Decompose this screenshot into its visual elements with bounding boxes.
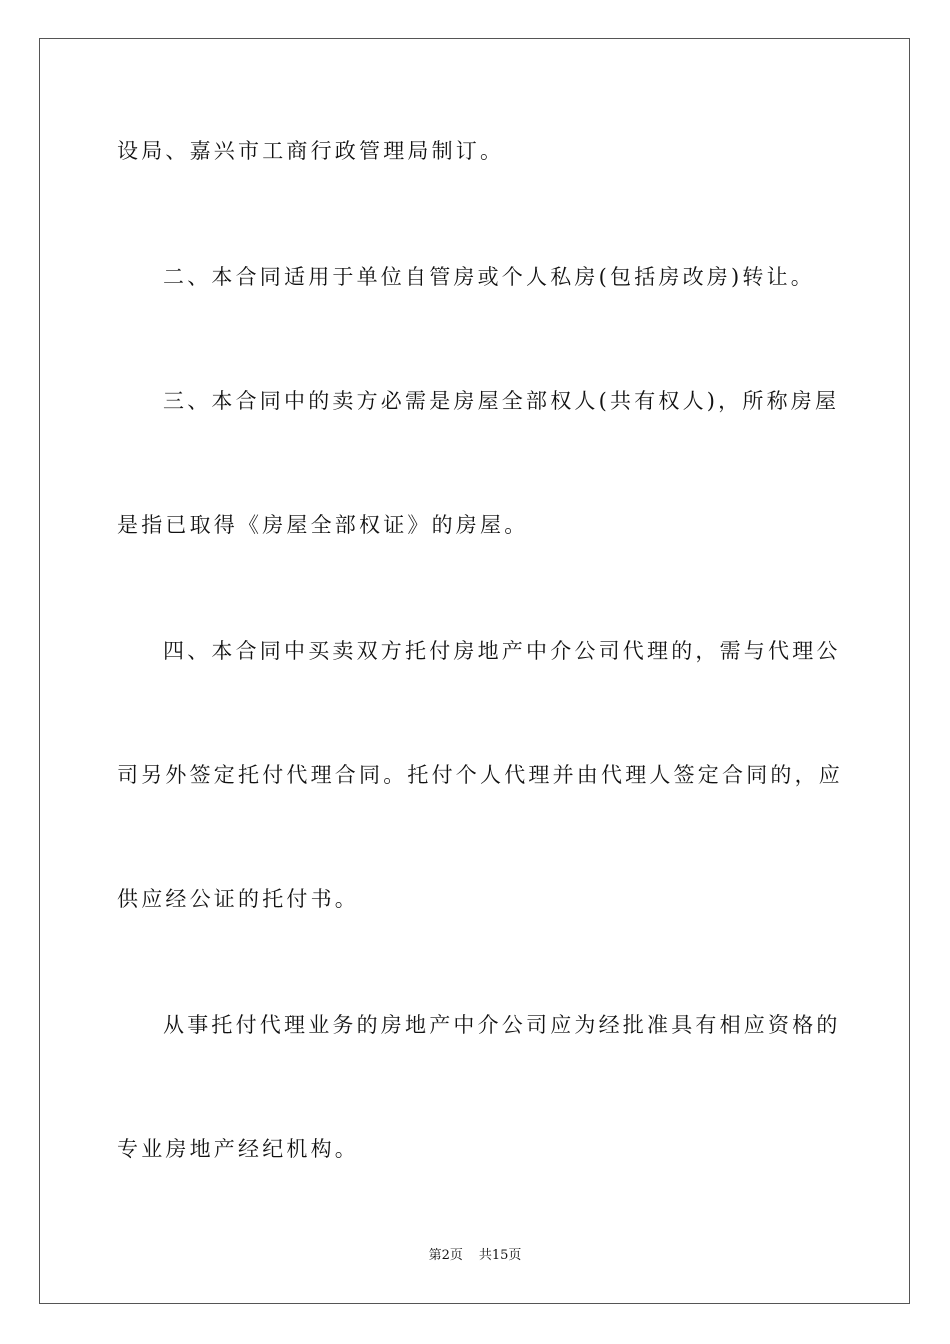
paragraph-line: 四、本合同中买卖双方托付房地产中介公司代理的，需与代理公 (163, 639, 841, 663)
paragraph-line: 专业房地产经纪机构。 (117, 1137, 359, 1161)
paragraph-line: 是指已取得《房屋全部权证》的房屋。 (117, 513, 529, 537)
paragraph-line: 供应经公证的托付书。 (117, 887, 359, 911)
page-footer (0, 1247, 950, 1265)
paragraph-line: 从事托付代理业务的房地产中介公司应为经批准具有相应资格的 (163, 1013, 841, 1037)
paragraph-line: 二、本合同适用于单位自管房或个人私房(包括房改房)转让。 (163, 265, 815, 289)
paragraph-line: 三、本合同中的卖方必需是房屋全部权人(共有权人)，所称房屋 (163, 389, 840, 413)
page-border (39, 38, 910, 1304)
page-total: 共15页 (478, 1248, 522, 1263)
page-number: 第2页 (428, 1248, 463, 1263)
paragraph-line: 司另外签定托付代理合同。托付个人代理并由代理人签定合同的，应 (117, 763, 843, 787)
paragraph-line: 设局、嘉兴市工商行政管理局制订。 (117, 139, 505, 163)
